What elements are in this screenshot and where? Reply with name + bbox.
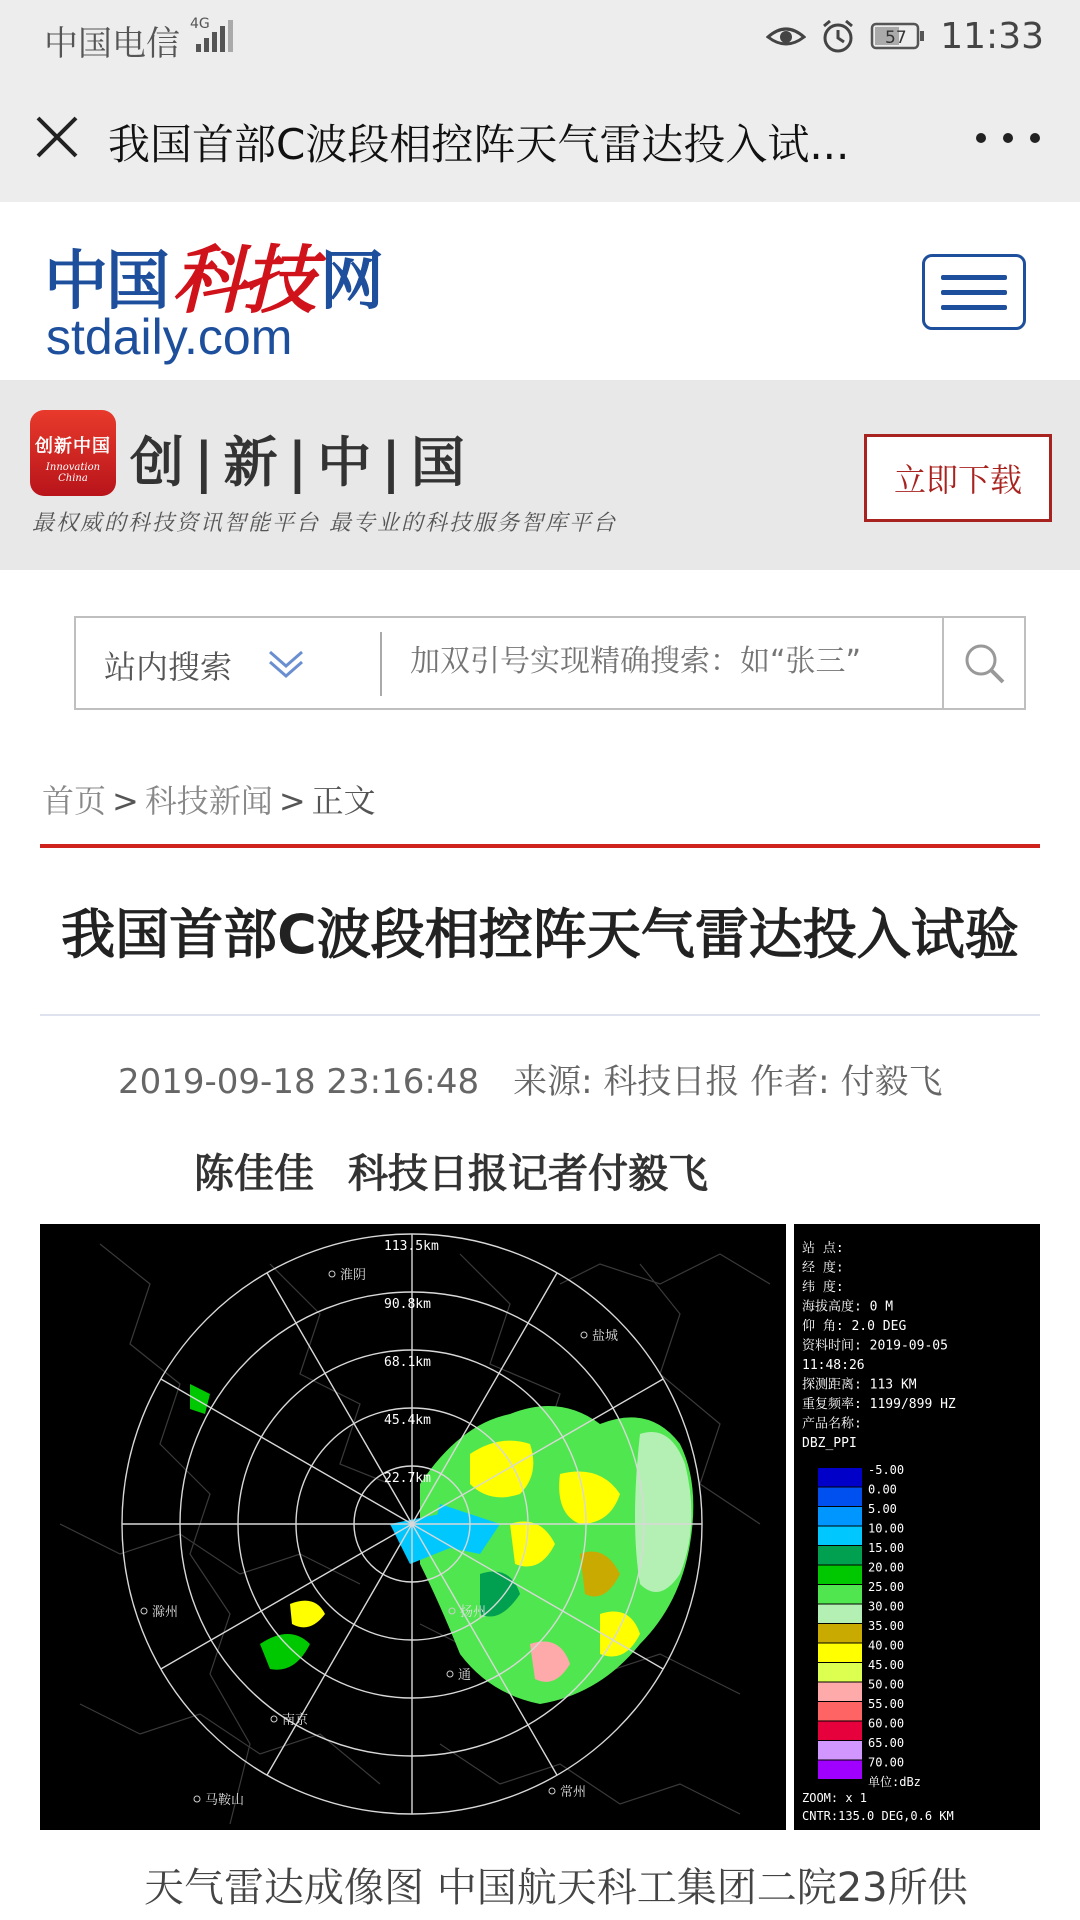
radar-info-panel: [802, 1240, 956, 1823]
radar-center: CNTR:135.0 DEG,0.6 KM: [802, 1809, 954, 1823]
place-label: 滁州: [152, 1605, 179, 1620]
author-2: 科技日报记者付毅飞: [348, 1151, 708, 1197]
breadcrumb: [42, 776, 376, 822]
close-icon[interactable]: [34, 114, 80, 160]
color-scale-label: -5.00: [868, 1463, 905, 1477]
color-scale-label: 30.00: [868, 1599, 905, 1614]
breadcrumb-home[interactable]: 首页: [42, 782, 107, 820]
breadcrumb-section[interactable]: 科技新闻: [144, 782, 273, 820]
color-scale-label: 5.00: [868, 1502, 897, 1516]
color-scale-swatch: [818, 1468, 862, 1487]
radar-info-line: 站 点:: [802, 1241, 844, 1256]
radar-panel-separator: [786, 1224, 794, 1830]
color-scale-label: 35.00: [868, 1619, 905, 1633]
battery-icon: [870, 21, 926, 51]
range-label: 90.8km: [384, 1297, 431, 1312]
article-meta: [118, 1054, 942, 1103]
range-label: 45.4km: [384, 1413, 431, 1428]
radar-info-line: 海拔高度: 0 M: [802, 1299, 894, 1315]
radar-image: [40, 1224, 1040, 1830]
logo-text-1: 中国: [44, 244, 168, 319]
color-scale-label: 45.00: [868, 1658, 905, 1672]
color-scale-label: 15.00: [868, 1541, 905, 1555]
search-scope-select[interactable]: [76, 618, 380, 708]
color-scale-label: 65.00: [868, 1736, 905, 1750]
radar-info-line: 重复频率: 1199/899 HZ: [802, 1397, 956, 1412]
radar-info-line: 纬 度:: [802, 1280, 844, 1295]
clock: 11:33: [940, 15, 1044, 57]
place-label: 盐城: [592, 1329, 619, 1344]
site-search: [74, 616, 1026, 710]
color-scale-swatch: [818, 1761, 862, 1780]
search-input[interactable]: [410, 644, 910, 679]
search-button[interactable]: [942, 618, 1024, 708]
site-logo[interactable]: [44, 226, 384, 365]
figure-caption: 天气雷达成像图 中国航天科工集团二院23所供: [144, 1865, 968, 1911]
color-scale-label: 20.00: [868, 1560, 905, 1575]
article-source: 来源: 科技日报 作者: 付毅飞: [513, 1062, 943, 1102]
place-label: 马鞍山: [205, 1793, 245, 1808]
color-scale-swatch: [818, 1683, 862, 1702]
app-name: 创|新|中|国: [130, 430, 475, 494]
range-label: 113.5km: [384, 1239, 439, 1254]
place-marker: [271, 1716, 277, 1722]
color-scale-swatch: [818, 1663, 862, 1682]
color-scale-label: 60.00: [868, 1716, 905, 1731]
article-headline: 我国首部C波段相控阵天气雷达投入试验: [61, 903, 1019, 966]
logo-text-3: 网: [320, 244, 384, 319]
color-scale-label: 70.00: [868, 1755, 905, 1770]
app-logo-text: 创新中国: [35, 436, 111, 457]
color-scale-swatch: [818, 1741, 862, 1760]
color-scale-label: 40.00: [868, 1638, 905, 1653]
status-right: [766, 14, 1044, 58]
place-marker: [447, 1671, 453, 1677]
radar-info-line: 产品名称:: [802, 1416, 862, 1432]
range-label: 22.7km: [384, 1471, 431, 1486]
search-scope-label: 站内搜索: [104, 648, 233, 686]
site-header: [0, 202, 1080, 380]
breadcrumb-sep: >: [112, 782, 139, 820]
browser-title-bar: [0, 72, 1080, 202]
color-scale-swatch: [818, 1702, 862, 1721]
color-scale-label: 50.00: [868, 1677, 905, 1692]
app-logo: [30, 410, 116, 496]
radar-info-line: 资料时间: 2019-09-05: [802, 1338, 948, 1354]
alarm-icon: [820, 18, 856, 54]
color-scale-label: 55.00: [868, 1697, 905, 1711]
place-label: 通: [458, 1668, 472, 1683]
section-divider: [40, 844, 1040, 848]
radial-line: [161, 1379, 412, 1524]
place-marker: [194, 1796, 200, 1802]
place-marker: [329, 1271, 335, 1277]
color-scale-swatch: [818, 1624, 862, 1643]
color-scale-swatch: [818, 1605, 862, 1624]
headline-divider: [40, 1014, 1040, 1016]
place-marker: [141, 1608, 147, 1614]
color-scale-swatch: [818, 1644, 862, 1663]
color-scale-swatch: [818, 1488, 862, 1507]
place-marker: [581, 1332, 587, 1338]
logo-text-2: 科技: [172, 238, 312, 324]
color-scale-label: 单位:dBz: [868, 1775, 921, 1789]
place-marker: [549, 1788, 555, 1794]
eye-icon: [766, 21, 806, 51]
place-label: 扬州: [460, 1605, 487, 1620]
breadcrumb-sep: >: [278, 782, 306, 820]
article-byline: [194, 1142, 708, 1199]
color-scale-swatch: [818, 1566, 862, 1585]
logo-domain: stdaily.com: [46, 309, 293, 365]
status-bar: [0, 0, 1080, 72]
network-type: 4G: [190, 16, 210, 32]
range-rings: [122, 1234, 702, 1814]
radar-echoes: [190, 1384, 693, 1704]
battery-level: 57: [885, 28, 907, 48]
color-scale-swatch: [818, 1546, 862, 1565]
hamburger-menu-icon[interactable]: [922, 254, 1026, 330]
radar-info-line: 仰 角: 2.0 DEG: [802, 1319, 907, 1334]
breadcrumb-current: 正文: [311, 782, 376, 820]
radar-info-line: 经 度:: [802, 1260, 844, 1276]
radar-zoom: ZOOM: x 1: [802, 1791, 868, 1805]
more-options-icon[interactable]: [976, 128, 1040, 148]
color-scale-swatch: [818, 1722, 862, 1741]
author-1: 陈佳佳: [194, 1151, 314, 1197]
radar-info-line: DBZ_PPI: [802, 1436, 857, 1451]
color-scale-label: 10.00: [868, 1521, 905, 1536]
chevron-down-icon: [266, 646, 306, 682]
color-scale-swatch: [818, 1527, 862, 1546]
color-scale-swatch: [818, 1585, 862, 1604]
app-logo-subtext: Innovation China: [45, 462, 101, 484]
signal-icon: [190, 14, 250, 54]
place-label: 常州: [560, 1785, 587, 1800]
page-title: 我国首部C波段相控阵天气雷达投入试...: [108, 120, 850, 169]
app-slogan: 最权威的科技资讯智能平台 最专业的科技服务智库平台: [32, 511, 617, 536]
color-scale-label: 0.00: [868, 1482, 897, 1497]
download-button[interactable]: 立即下载: [864, 434, 1052, 522]
search-icon: [961, 640, 1007, 686]
radar-info-line: 11:48:26: [802, 1358, 865, 1373]
color-scale-swatch: [818, 1507, 862, 1526]
place-label: 淮阴: [340, 1268, 367, 1283]
radar-info-line: 探测距离: 113 KM: [802, 1377, 917, 1393]
place-label: 南京: [282, 1713, 309, 1728]
color-scale-label: 25.00: [868, 1580, 905, 1594]
range-label: 68.1km: [384, 1355, 431, 1370]
radar-ppi-display: [40, 1224, 1040, 1830]
search-divider: [380, 632, 382, 696]
carrier-name: 中国电信: [44, 24, 180, 64]
app-download-banner: [0, 380, 1080, 570]
article-datetime: 2019-09-18 23:16:48: [118, 1062, 480, 1102]
